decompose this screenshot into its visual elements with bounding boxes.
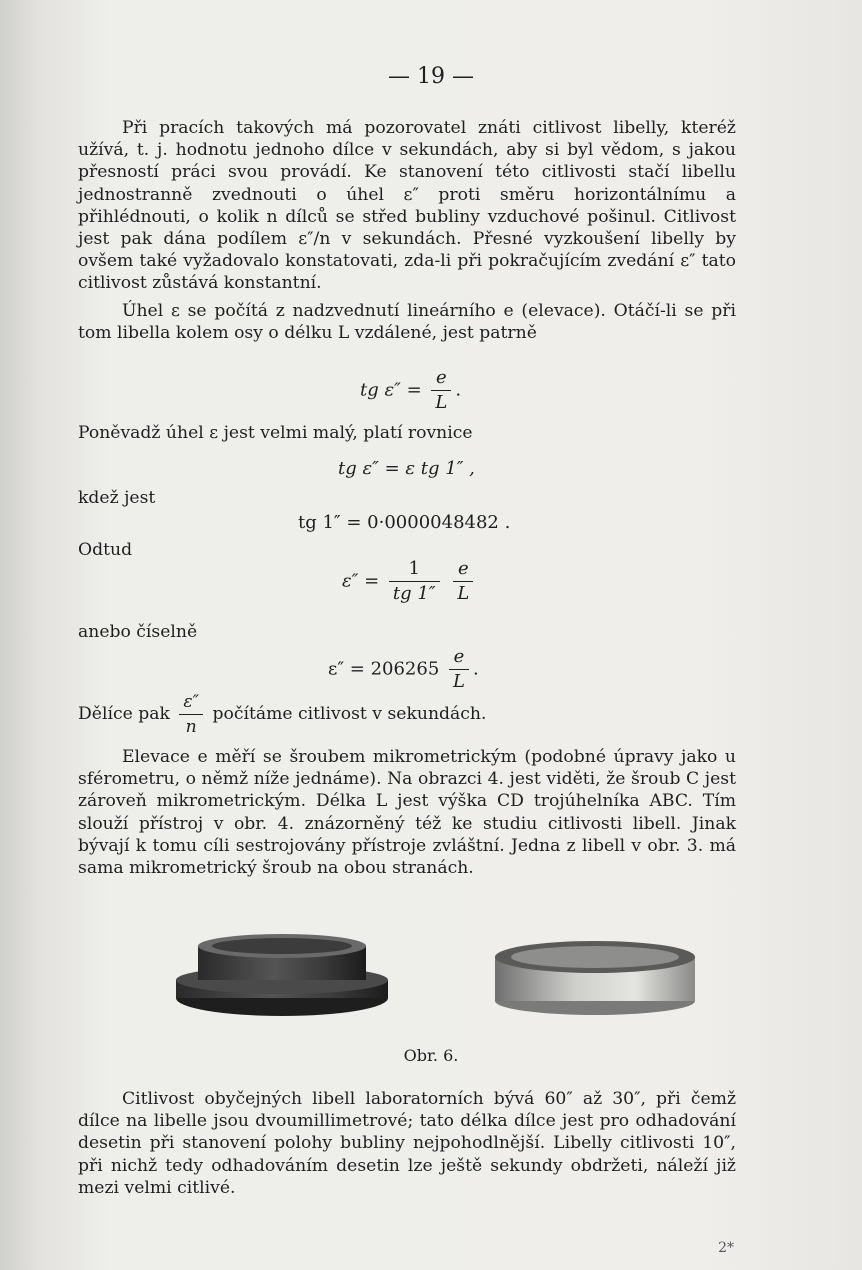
label-anebo-ciselne: anebo číselně [78, 622, 198, 642]
eq1-end: . [455, 379, 462, 401]
line-ponevadz: Poněvadž úhel ε jest velmi malý, platí rovnice [78, 423, 473, 443]
eq5-num: e [449, 645, 469, 670]
eq4-lhs: ε″ = [342, 570, 380, 592]
equation-tg-e-over-l [360, 366, 461, 415]
signature-mark: 2* [718, 1240, 734, 1256]
delice-num: ε″ [179, 690, 203, 715]
paragraph-citlivost-laboratornich: Citlivost obyčejných libell laboratorních bývá 60″ až 30″, při čemž dílce na libelle jsou dvoumillimetrové; tato délka dílce jest pro odhadování desetin při stanovení polohy bubliny nejpohodlnější. Libelly citlivosti 10″, při nichž tedy odhadováním desetin lze ještě sekundy obdržeti, náleží již mezi velmi citlivé. [78, 1089, 736, 1198]
eq1-num: e [431, 366, 451, 391]
delice-post: počítáme citlivost v sekundách. [212, 704, 487, 724]
label-odtud: Odtud [78, 540, 133, 560]
delice-fraction [179, 690, 203, 739]
eq4-den1: tg 1″ [392, 583, 436, 604]
eq5-fraction [449, 645, 469, 694]
eq4-num2: e [453, 557, 473, 582]
equation-numeric [328, 645, 479, 694]
figure-level-base-left [170, 928, 395, 1023]
figure-caption: Obr. 6. [403, 1046, 459, 1065]
page-number: — 19 — [388, 64, 474, 89]
eq1-fraction [431, 366, 451, 415]
eq5-lhs: ε″ = 206265 [328, 658, 440, 680]
equation-tg-1-second: tg 1″ = 0·0000048482 . [298, 512, 511, 533]
paragraph-uhel: Úhel ε se počítá z nadzvednutí lineárního e (elevace). Otáčí-li se při tom libella kolem osy o délku L vzdálené, jest patrně [78, 301, 736, 344]
eq4-fraction-2 [453, 557, 473, 606]
eq4-num1: 1 [389, 557, 440, 582]
delice-den: n [185, 717, 197, 737]
figure-level-base-right [493, 935, 698, 1020]
eq4-fraction-1 [389, 557, 440, 606]
eq5-den: L [453, 671, 465, 692]
paragraph-elevace: Elevace e měří se šroubem mikrometrickým (podobné úpravy jako u sférometru, o němž níže jednáme). Na obrazci 4. jest viděti, že šroub C jest zároveň mikrometrickým. Délka L jest výška CD trojúhelníka ABC. Tím slouží přístroj v obr. 4. znázorněný též ke studiu citlivosti libell. Jinak bývají k tomu cíli sestrojovány přístroje zvláštní. Jedna z libell v obr. 3. má sama mikrometrický šroub na obou stranách. [78, 747, 736, 879]
paragraph-citlivost: Při pracích takových má pozorovatel znáti citlivost libelly, kteréž užívá, t. j. hodnotu jednoho dílce v sekundách, aby si byl vědom, s jakou přesností práci svou provádí. Ke stanovení této citlivosti stačí libellu jednostranně zvednouti o úhel ε″ proti směru horizontálnímu a přihlédnouti, o kolik n dílců se střed bubliny vzduchové pošinul. Citlivost jest pak dána podílem ε″/n v sekundách. Přesné vyzkoušení libelly by ovšem také vyžadovalo konstatovati, zda-li při pokračujícím zvedání ε″ tato citlivost zůstává konstantní. [78, 118, 736, 294]
eq1-den: L [435, 392, 448, 413]
label-kdez-jest: kdež jest [78, 488, 156, 508]
eq1-lhs: tg ε″ = [360, 379, 422, 401]
eq4-den2: L [457, 583, 470, 604]
eq5-end: . [472, 658, 479, 680]
delice-pre: Dělíce pak [78, 704, 170, 724]
equation-epsilon-fraction [342, 557, 477, 606]
equation-tg-approx: tg ε″ = ε tg 1″ , [338, 458, 475, 479]
line-delice-pak [78, 690, 486, 739]
